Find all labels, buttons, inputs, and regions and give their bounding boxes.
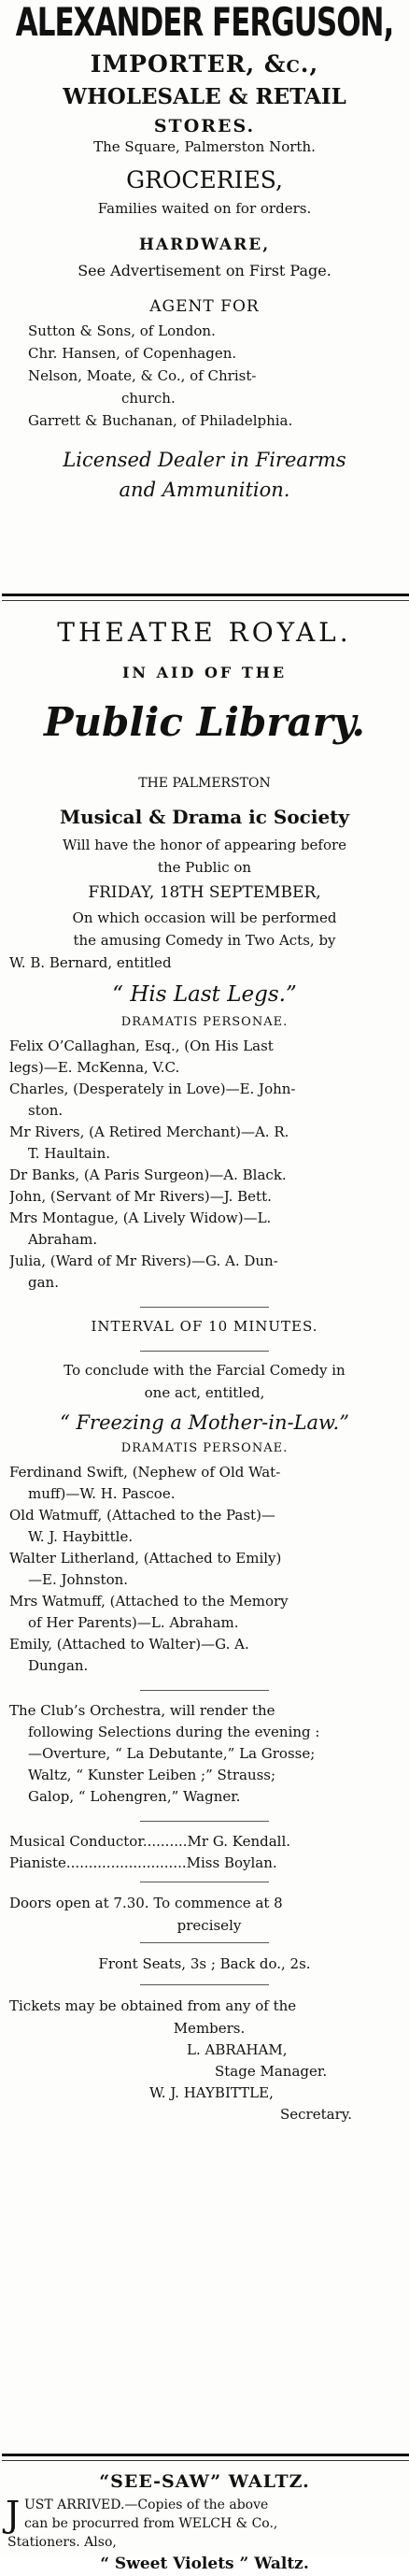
orchestra-notice bbox=[0, 1700, 409, 1808]
agent-line: Garrett & Buchanan, of Philadelphia. bbox=[28, 412, 293, 429]
doors-line1: Doors open at 7.30. To commence at 8 bbox=[9, 1895, 283, 1911]
ferguson-licensed-line1: Licensed Dealer in Firearms bbox=[63, 449, 346, 471]
seesaw-advertisement bbox=[0, 2468, 409, 2576]
cast-line: Walter Litherland, (Attached to Emily) bbox=[9, 1550, 282, 1567]
cast-line: Dungan. bbox=[28, 1657, 89, 1674]
cast-line: Felix O’Callaghan, Esq., (On His Last bbox=[9, 1038, 274, 1054]
intro-line: Will have the honor of appearing before bbox=[62, 837, 347, 853]
orchestra-line: —Overture, “ La Debutante,” La Grosse; bbox=[28, 1745, 316, 1762]
doors-notice bbox=[0, 1892, 409, 1937]
cast-line: muff)—W. H. Pascoe. bbox=[28, 1485, 176, 1502]
cast-line: Charles, (Desperately in Love)—E. John- bbox=[9, 1080, 296, 1097]
performance-intro bbox=[0, 834, 409, 974]
section-divider bbox=[2, 600, 409, 601]
ferguson-address: The Square, Palmerston North. bbox=[93, 138, 316, 155]
performance-date: FRIDAY, 18TH SEPTEMBER, bbox=[88, 883, 321, 902]
seesaw-title: “SEE-SAW” WALTZ. bbox=[99, 2471, 310, 2492]
cast-line: Ferdinand Swift, (Nephew of Old Wat- bbox=[9, 1464, 281, 1481]
play2-dramatis-personae: DRAMATIS PERSONAE. bbox=[120, 1441, 289, 1455]
seesaw-line: Stationers. Also, bbox=[7, 2535, 117, 2550]
ferguson-agents-list bbox=[0, 320, 409, 432]
cast-line: ston. bbox=[28, 1102, 63, 1119]
theatre-in-aid: IN AID OF THE bbox=[121, 664, 288, 681]
ferguson-name: ALEXANDER FERGUSON, bbox=[15, 0, 394, 46]
ferguson-families: Families waited on for orders. bbox=[97, 200, 312, 217]
ferguson-groceries: GROCERIES, bbox=[126, 166, 283, 193]
cast-line: John, (Servant of Mr Rivers)—J. Bett. bbox=[9, 1188, 272, 1205]
interval-notice: INTERVAL OF 10 MINUTES. bbox=[91, 1318, 318, 1335]
ferguson-hardware: HARDWARE, bbox=[138, 236, 271, 254]
tickets-line2: Members. bbox=[173, 2020, 246, 2037]
ferguson-see-advertisement: See Advertisement on First Page. bbox=[78, 262, 331, 279]
orchestra-line: Galop, “ Lohengren,” Wagner. bbox=[28, 1788, 241, 1805]
secretary-title: Secretary. bbox=[280, 2106, 352, 2123]
cast-line: Mr Rivers, (A Retired Merchant)—A. R. bbox=[9, 1123, 289, 1140]
play1-cast-list bbox=[0, 1036, 409, 1294]
intro-line: the amusing Comedy in Two Acts, by bbox=[73, 932, 336, 949]
music-credits bbox=[0, 1831, 409, 1874]
cast-line: —E. Johnston. bbox=[28, 1571, 129, 1588]
cast-line: Dr Banks, (A Paris Surgeon)—A. Black. bbox=[9, 1166, 287, 1183]
section-divider bbox=[2, 2454, 409, 2456]
play2-title: “ Freezing a Mother-in-Law.” bbox=[60, 1411, 349, 1434]
conclude-line1: To conclude with the Farcial Comedy in bbox=[63, 1362, 346, 1379]
the-palmerston: THE PALMERSTON bbox=[138, 776, 271, 791]
cast2-separator bbox=[140, 1677, 269, 1691]
play2-cast-list bbox=[0, 1462, 409, 1677]
cast-separator bbox=[140, 1294, 269, 1308]
cast-line: gan. bbox=[28, 1274, 59, 1291]
stage-manager-title: Stage Manager. bbox=[215, 2063, 328, 2080]
doors-separator bbox=[140, 1937, 269, 1943]
theatre-title: THEATRE ROYAL. bbox=[57, 617, 352, 648]
drop-cap: J bbox=[6, 2494, 21, 2535]
signatures bbox=[0, 2039, 409, 2125]
ferguson-wholesale: WHOLESALE & RETAIL bbox=[63, 84, 346, 109]
conclude-line2: one act, entitled, bbox=[144, 1384, 265, 1401]
cast-line: Julia, (Ward of Mr Rivers)—G. A. Dun- bbox=[9, 1252, 278, 1269]
play1-dramatis-personae: DRAMATIS PERSONAE. bbox=[120, 1015, 289, 1029]
musical-conductor: Musical Conductor..........Mr G. Kendall. bbox=[9, 1833, 291, 1850]
seat-prices: Front Seats, 3s ; Back do., 2s. bbox=[98, 1955, 311, 1972]
orchestra-line: The Club’s Orchestra, will render the bbox=[9, 1702, 275, 1719]
cast-line: Abraham. bbox=[28, 1231, 98, 1248]
orchestra-line: following Selections during the evening : bbox=[28, 1724, 320, 1740]
cast-line: legs)—E. McKenna, V.C. bbox=[9, 1059, 180, 1076]
credits-separator bbox=[140, 1874, 269, 1882]
ferguson-agent-for: AGENT FOR bbox=[149, 297, 260, 316]
orchestra-line: Waltz, “ Kunster Leiben ;” Strauss; bbox=[28, 1767, 276, 1783]
agent-line: Nelson, Moate, & Co., of Christ- bbox=[28, 367, 257, 384]
tickets-notice bbox=[0, 1995, 409, 2039]
cast-line: Mrs Montague, (A Lively Widow)—L. bbox=[9, 1209, 272, 1226]
ferguson-licensed-line2: and Ammunition. bbox=[119, 479, 290, 501]
agent-line: Chr. Hansen, of Copenhagen. bbox=[28, 345, 237, 362]
ferguson-advertisement bbox=[0, 0, 409, 505]
agent-line: Sutton & Sons, of London. bbox=[28, 322, 216, 339]
intro-line: the Public on bbox=[157, 859, 252, 876]
secretary-name: W. J. HAYBITTLE, bbox=[149, 2084, 274, 2101]
cast-line: Mrs Watmuff, (Attached to the Memory bbox=[9, 1593, 289, 1610]
sweet-violets: “ Sweet Violets ” Waltz. bbox=[100, 2555, 309, 2573]
cast-line: Emily, (Attached to Walter)—G. A. bbox=[9, 1636, 249, 1653]
theatre-advertisement bbox=[0, 617, 409, 2125]
public-library-heading: Public Library. bbox=[43, 699, 366, 745]
society-name: Musical & Drama ic Society bbox=[59, 806, 350, 828]
interval-separator bbox=[140, 1345, 269, 1352]
section-divider bbox=[2, 2460, 409, 2461]
pianiste: Pianiste...........................Miss Boylan. bbox=[9, 1854, 277, 1871]
cast-line: Old Watmuff, (Attached to the Past)— bbox=[9, 1507, 275, 1524]
doors-line2: precisely bbox=[176, 1917, 242, 1934]
seesaw-line: can be procurred from WELCH & Co., bbox=[24, 2516, 278, 2531]
stage-manager-name: L. ABRAHAM, bbox=[187, 2041, 288, 2058]
cast-line: W. J. Haybittle. bbox=[28, 1528, 134, 1545]
cast-line: of Her Parents)—L. Abraham. bbox=[28, 1614, 239, 1631]
agent-line: church. bbox=[121, 390, 176, 407]
section-divider bbox=[2, 594, 409, 596]
seesaw-body bbox=[0, 2496, 409, 2552]
ferguson-stores: STORES. bbox=[153, 116, 256, 136]
cast-line: T. Haultain. bbox=[28, 1145, 111, 1162]
orchestra-separator bbox=[140, 1808, 269, 1822]
seesaw-line: UST ARRIVED.—Copies of the above bbox=[24, 2497, 269, 2512]
intro-line: W. B. Bernard, entitled bbox=[9, 954, 172, 971]
ferguson-importer: IMPORTER, &c., bbox=[90, 50, 319, 78]
tickets-line1: Tickets may be obtained from any of the bbox=[9, 1997, 297, 2014]
intro-line: On which occasion will be performed bbox=[72, 909, 337, 926]
prices-separator bbox=[140, 1975, 269, 1985]
play1-title: “ His Last Legs.” bbox=[112, 982, 297, 1007]
